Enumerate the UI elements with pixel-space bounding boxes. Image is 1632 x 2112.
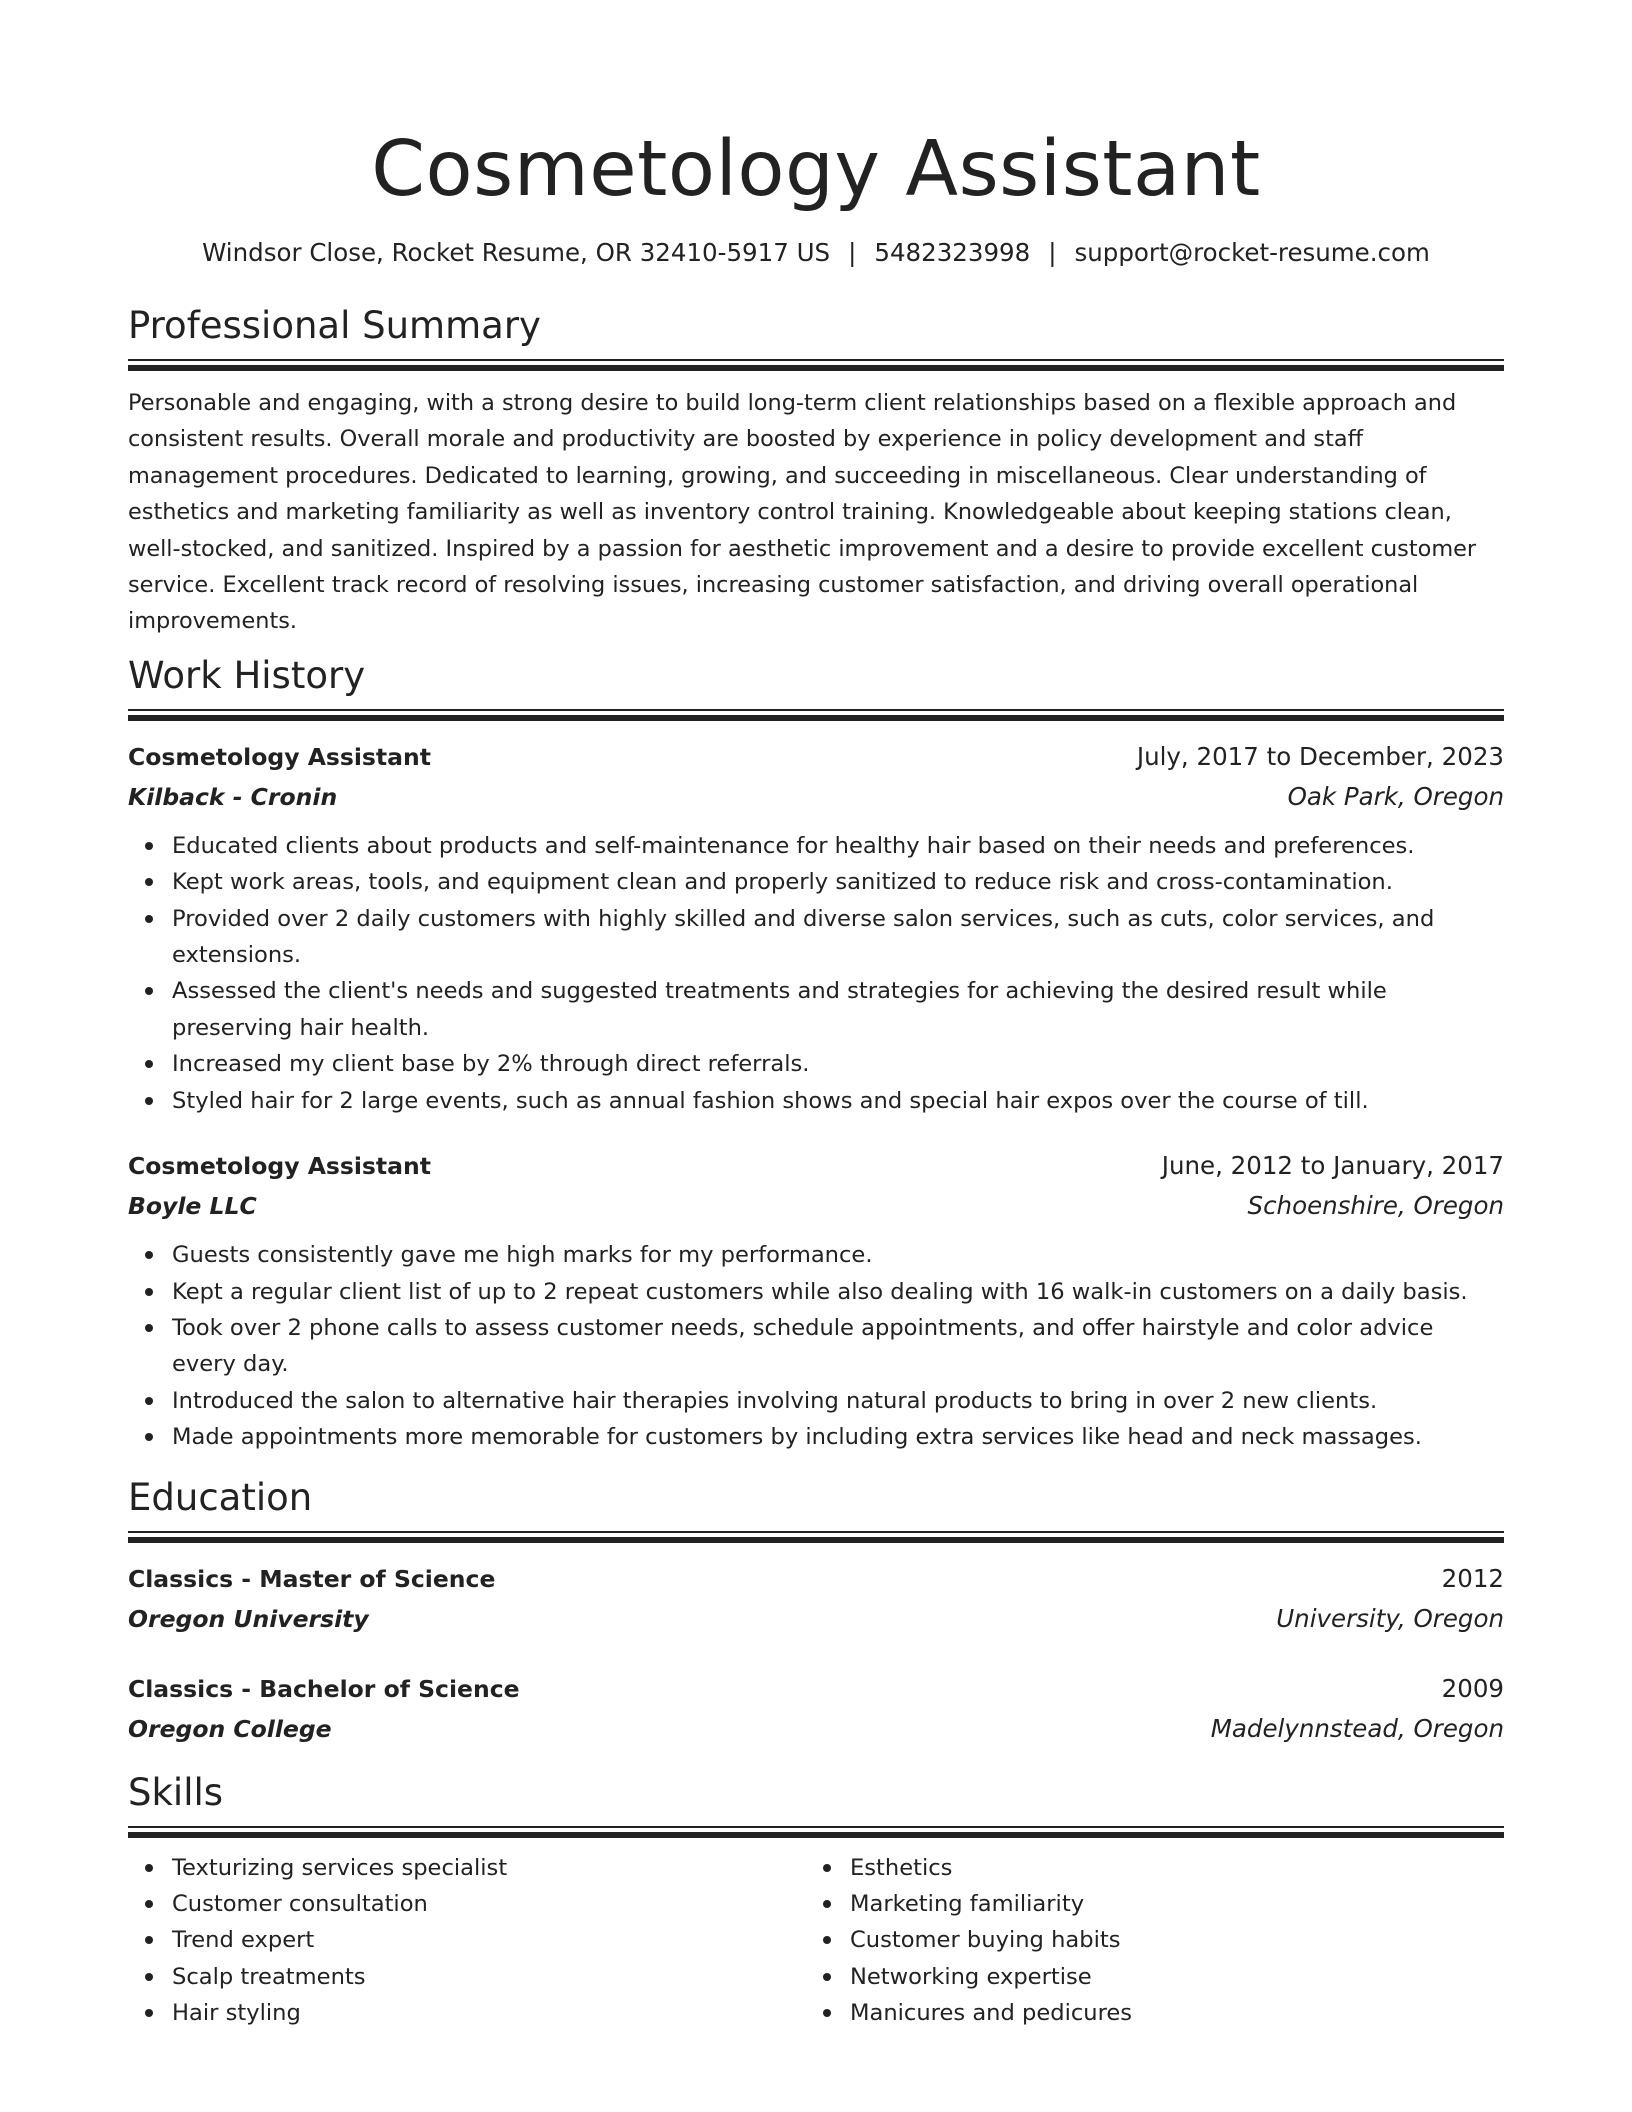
education-degree: Classics - Master of Science xyxy=(128,1564,496,1593)
education-heading: Education xyxy=(128,1475,313,1519)
resume-name: Cosmetology Assistant xyxy=(371,125,1261,214)
job-location: Oak Park, Oregon xyxy=(1287,781,1504,811)
skill-item: Customer consultation xyxy=(172,1886,806,1922)
skills-column-left xyxy=(128,1850,806,2032)
skill-item: Texturizing services specialist xyxy=(172,1850,806,1886)
education-entry xyxy=(128,1669,1504,1749)
contact-separator: | xyxy=(1048,238,1057,267)
skills-section xyxy=(128,1769,1504,2032)
skill-item: Marketing familiarity xyxy=(850,1886,1504,1922)
job-bullet: Introduced the salon to alternative hair therapies involving natural products to bring in over 2 new clients. xyxy=(172,1383,1504,1419)
job-bullet: Kept a regular client list of up to 2 repeat customers while also dealing with 16 walk-in customers on a daily basis. xyxy=(172,1274,1504,1310)
section-divider xyxy=(128,1826,1504,1838)
skill-item: Networking expertise xyxy=(850,1959,1504,1995)
job-location: Schoenshire, Oregon xyxy=(1247,1191,1504,1221)
job-bullet: Assessed the client's needs and suggested treatments and strategies for achieving the desired result while preserving hair health. xyxy=(172,973,1504,1046)
job-entry xyxy=(128,1146,1504,1455)
work-history-heading: Work History xyxy=(128,653,366,697)
job-company: Kilback - Cronin xyxy=(128,782,338,811)
section-divider xyxy=(128,1531,1504,1543)
summary-text: Personable and engaging, with a strong desire to build long-term client relationships based on a flexible approach and consistent results. Overall morale and productivity are boosted by experience in policy development and staff management procedures. Dedicated to learning, growing, and succeeding in miscellaneous. Clear understanding of esthetics and marketing familiarity as well as inventory control training. Knowledgeable about keeping stations clean, well-stocked, and sanitized. Inspired by a passion for aesthetic improvement and a desire to provide excellent customer service. Excellent track record of resolving issues, increasing customer satisfaction, and driving overall operational improvements. xyxy=(128,390,1477,635)
skill-item: Scalp treatments xyxy=(172,1959,806,1995)
skills-heading: Skills xyxy=(128,1770,224,1814)
summary-heading: Professional Summary xyxy=(128,304,541,347)
job-bullet: Made appointments more memorable for customers by including extra services like head and neck massages. xyxy=(172,1419,1504,1455)
job-entry xyxy=(128,737,1504,1119)
section-divider xyxy=(128,359,1504,371)
education-degree: Classics - Bachelor of Science xyxy=(128,1674,520,1703)
contact-line xyxy=(128,236,1504,270)
education-entry xyxy=(128,1559,1504,1639)
skill-item: Customer buying habits xyxy=(850,1922,1504,1958)
education-year: 2009 xyxy=(1441,1673,1504,1703)
skills-column-right xyxy=(806,1850,1504,2032)
education-location: University, Oregon xyxy=(1276,1603,1504,1633)
job-bullet: Guests consistently gave me high marks for my performance. xyxy=(172,1237,1504,1273)
resume-page xyxy=(128,0,1504,2032)
job-bullet: Educated clients about products and self-maintenance for healthy hair based on their needs and preferences. xyxy=(172,828,1504,864)
skill-item: Esthetics xyxy=(850,1850,1504,1886)
education-section xyxy=(128,1474,1504,1749)
skill-item: Trend expert xyxy=(172,1922,806,1958)
job-bullet: Took over 2 phone calls to assess customer needs, schedule appointments, and offer hairstyle and color advice every day. xyxy=(172,1310,1504,1383)
job-bullets xyxy=(128,828,1504,1119)
skills-grid xyxy=(128,1850,1504,2032)
job-company: Boyle LLC xyxy=(128,1192,257,1221)
section-divider xyxy=(128,709,1504,721)
job-title: Cosmetology Assistant xyxy=(128,742,431,771)
job-dates: July, 2017 to December, 2023 xyxy=(1136,741,1504,771)
job-bullet: Styled hair for 2 large events, such as annual fashion shows and special hair expos over the course of till. xyxy=(172,1083,1504,1119)
contact-phone: 5482323998 xyxy=(874,238,1031,267)
education-school: Oregon University xyxy=(128,1604,369,1633)
education-year: 2012 xyxy=(1441,1563,1504,1593)
skill-item: Hair styling xyxy=(172,1995,806,2031)
contact-address: Windsor Close, Rocket Resume, OR 32410-5917 US xyxy=(202,238,831,267)
job-title: Cosmetology Assistant xyxy=(128,1152,431,1181)
job-bullet: Increased my client base by 2% through direct referrals. xyxy=(172,1046,1504,1082)
education-school: Oregon College xyxy=(128,1714,332,1743)
skill-item: Manicures and pedicures xyxy=(850,1995,1504,2031)
contact-email: support@rocket-resume.com xyxy=(1074,238,1430,267)
job-bullet: Provided over 2 daily customers with highly skilled and diverse salon services, such as cuts, color services, and extensions. xyxy=(172,901,1504,974)
job-dates: June, 2012 to January, 2017 xyxy=(1161,1151,1504,1181)
education-location: Madelynnstead, Oregon xyxy=(1210,1713,1504,1743)
job-bullets xyxy=(128,1237,1504,1455)
job-bullet: Kept work areas, tools, and equipment clean and properly sanitized to reduce risk and cross-contamination. xyxy=(172,864,1504,900)
summary-section xyxy=(128,302,1504,640)
work-history-section xyxy=(128,652,1504,1456)
contact-separator: | xyxy=(848,238,857,267)
